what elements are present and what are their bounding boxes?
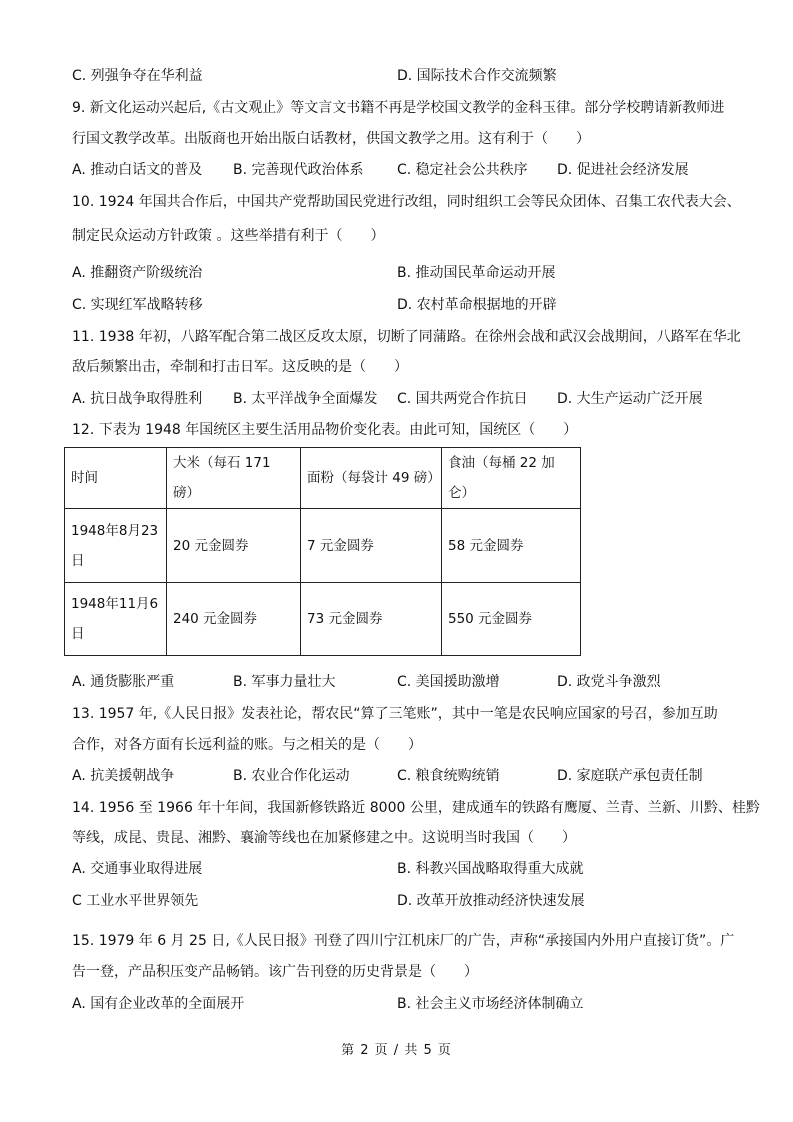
question-text: 合作，对各方面有长远利益的账。与之相关的是（ ） [72,737,422,753]
option-a: A. 推动白话文的普及 [72,162,203,178]
option-d: D. 国际技术合作交流频繁 [397,68,557,84]
option-a: A. 交通事业取得进展 [72,861,203,877]
option-c: C. 美国援助激增 [397,674,500,690]
option-a: A. 抗美援朝战争 [72,768,175,784]
option-a: A. 国有企业改革的全面展开 [72,996,245,1012]
option-b: B. 科教兴国战略取得重大成就 [397,861,584,877]
question-text: 12. 下表为 1948 年国统区主要生活用品物价变化表。由此可知，国统区（ ） [72,422,578,438]
question-text: 敌后频繁出击，牵制和打击日军。这反映的是（ ） [72,359,408,375]
table-header: 食油（每桶 22 加仑） [442,448,581,509]
option-b: B. 太平洋战争全面爆发 [233,391,378,407]
option-d: D. 大生产运动广泛开展 [557,391,703,407]
option-c: C. 稳定社会公共秩序 [397,162,528,178]
page-footer: 第 2 页 / 共 5 页 [341,1043,452,1058]
option-c: C 工业水平世界领先 [72,893,199,909]
question-text: 等线，成昆、贵昆、湘黔、襄渝等线也在加紧修建之中。这说明当时我国（ ） [72,830,576,846]
option-b: B. 农业合作化运动 [233,768,350,784]
question-text: 10. 1924 年国共合作后，中国共产党帮助国民党进行改组，同时组织工会等民众团体、召集工农代表大会、 [72,194,741,210]
option-d: D. 促进社会经济发展 [557,162,689,178]
table-header: 大米（每石 171 磅） [167,448,301,509]
option-b: B. 完善现代政治体系 [233,162,364,178]
question-text: 行国文教学改革。出版商也开始出版白话教材，供国文教学之用。这有利于（ ） [72,131,590,147]
table-header-row [65,448,581,509]
question-text: 11. 1938 年初，八路军配合第二战区反攻太原，切断了同蒲路。在徐州会战和武汉会战期间，八路军在华北 [72,329,741,345]
question-text: 制定民众运动方针政策 。这些举措有利于（ ） [72,228,385,244]
table-cell: 1948年11月6日 [65,583,167,656]
table-cell: 73 元金圆券 [301,583,442,656]
table-header: 时间 [65,448,167,509]
option-d: D. 农村革命根据地的开辟 [397,297,557,313]
question-text: 告一登，产品积压变产品畅销。该广告刊登的历史背景是（ ） [72,964,478,980]
option-d: D. 改革开放推动经济快速发展 [397,893,585,909]
option-c: C. 实现红军战略转移 [72,297,203,313]
option-d: D. 家庭联产承包责任制 [557,768,703,784]
price-table [64,447,581,656]
table-cell: 7 元金圆券 [301,509,442,583]
option-c: C. 粮食统购统销 [397,768,500,784]
table-cell: 550 元金圆券 [442,583,581,656]
option-a: A. 通货膨胀严重 [72,674,175,690]
question-text: 14. 1956 至 1966 年十年间，我国新修铁路近 8000 公里，建成通车的铁路有鹰厦、兰青、兰新、川黔、桂黔 [72,800,760,816]
question-text: 9. 新文化运动兴起后,《古文观止》等文言文书籍不再是学校国文教学的金科玉律。部分学校聘请新教师进 [72,100,725,116]
option-a: A. 抗日战争取得胜利 [72,391,203,407]
table-cell: 20 元金圆券 [167,509,301,583]
table-cell: 240 元金圆券 [167,583,301,656]
option-c: C. 列强争夺在华利益 [72,68,203,84]
table-cell: 58 元金圆券 [442,509,581,583]
option-b: B. 推动国民革命运动开展 [397,265,556,281]
option-b: B. 社会主义市场经济体制确立 [397,996,584,1012]
table-cell: 1948年8月23日 [65,509,167,583]
option-a: A. 推翻资产阶级统治 [72,265,203,281]
option-d: D. 政党斗争激烈 [557,674,661,690]
table-header: 面粉（每袋计 49 磅） [301,448,442,509]
table-row [65,509,581,583]
question-text: 13. 1957 年,《人民日报》发表社论，帮农民“算了三笔账”，其中一笔是农民响应国家的号召，参加互助 [72,706,718,722]
table-row [65,583,581,656]
question-text: 15. 1979 年 6 月 25 日,《人民日报》刊登了四川宁江机床厂的广告，声称“承接国内外用户直接订货”。广 [72,933,735,949]
option-b: B. 军事力量壮大 [233,674,336,690]
option-c: C. 国共两党合作抗日 [397,391,528,407]
